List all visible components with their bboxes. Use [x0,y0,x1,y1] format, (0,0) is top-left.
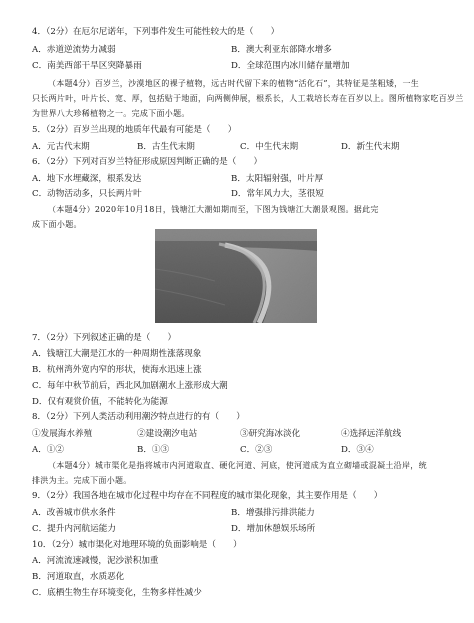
q9-option-c: C．提升内河航运能力 [32,524,116,534]
q10-option-c: C．底栖生物生存环境变化，生物多样性减少 [32,588,202,598]
passage-1-line-1: （本题4分）百岁兰，沙漠地区的裸子植物，远古时代留下来的植物“活化石”，其特征是茎粗矮，一生 [48,79,420,88]
q6-option-b: B．太阳辐射强，叶片厚 [231,174,324,184]
q6-stem: 6．（2分）下列对百岁兰特征形成原因判断正确的是（ ） [32,157,263,167]
q8-item-3: ③研究海冰淡化 [240,429,301,439]
passage-2-line-1: （本题4分）2020年10月18日，钱塘江大潮如期而至，下图为钱塘江大潮景观图。据此完 [48,205,379,214]
q7-option-d: D．仅有观赏价值，不能转化为能源 [32,397,168,407]
q10-stem: 10．（2分）城市渠化对地理环境的负面影响是（ ） [32,540,242,550]
q8-option-d: D．③④ [341,445,374,455]
q8-option-c: C．②③ [240,445,273,455]
passage-2-line-2: 成下面小题。 [32,220,82,229]
q5-option-c: C．中生代末期 [240,142,299,152]
q7-option-b: B．杭州湾外宽内窄的形状，使海水迅速上涨 [32,365,202,375]
q4-option-d: D．全球范围内冰川储存量增加 [231,61,350,71]
passage-1-line-2: 只长两片叶，叶片长、宽、厚，包括贴于地面，向两侧伸展，根系长，人工栽培长寿在百岁以上。图所植物家吃百岁兰 [32,94,464,103]
q8-item-2: ②建设潮汐电站 [137,429,198,439]
q8-item-4: ④选择远洋航线 [341,429,402,439]
q9-option-d: D．增加休憩娱乐场所 [231,524,316,534]
q9-option-a: A．改善城市供水条件 [32,508,116,518]
q6-option-d: D．常年风力大，茎很短 [231,189,324,199]
q4-stem: 4．（2分）在厄尔尼诺年，下列事件发生可能性较大的是（ ） [32,27,280,37]
q5-option-b: B．古生代末期 [137,142,195,152]
q6-option-c: C．动物活动多，只长两片叶 [32,189,142,199]
q7-option-a: A．钱塘江大潮是江水的一种周期性涨落现象 [32,349,202,359]
q5-option-d: D．新生代末期 [341,142,400,152]
q7-option-c: C．每年中秋节前后，西北风加剧潮水上涨形成大潮 [32,381,228,391]
q8-option-a: A．①② [32,445,64,455]
q4-option-c: C．南美西部干旱区突降暴雨 [32,61,142,71]
q10-option-a: A．河流流速减慢，泥沙淤积加重 [32,556,159,566]
q9-stem: 9．（2分）我国各地在城市化过程中均存在不同程度的城市渠化现象，其主要作用是（ ） [32,491,383,501]
q8-stem: 8．（2分）下列人类活动利用潮汐特点进行的有（ ） [32,412,245,422]
q9-option-b: B．增强排污排洪能力 [231,508,315,518]
q8-option-b: B．①③ [137,445,170,455]
q5-stem: 5．（2分）百岁兰出现的地质年代最有可能是（ ） [32,125,237,135]
q8-item-1: ①发展海水养殖 [32,429,93,439]
q10-option-b: B．河道取直，水质恶化 [32,572,125,582]
q4-option-a: A．赤道逆流势力减弱 [32,45,116,55]
passage-3-line-2: 排洪为主。完成下面小题。 [32,476,132,485]
qiantang-tide-photo [155,229,317,323]
passage-3-line-1: （本题4分）城市渠化是指将城市内河道取直、硬化河道、河底，使河道成为直立砌墙或混凝土沿岸，统 [48,461,427,470]
passage-1-line-3: 为世界八大珍稀植物之一。完成下面小题。 [32,109,190,118]
q4-option-b: B．澳大利亚东部降水增多 [231,45,332,55]
q5-option-a: A．元古代末期 [32,142,90,152]
q7-stem: 7．（2分）下列叙述正确的是（ ） [32,333,177,343]
q6-option-a: A．地下水埋藏深，根系发达 [32,174,142,184]
